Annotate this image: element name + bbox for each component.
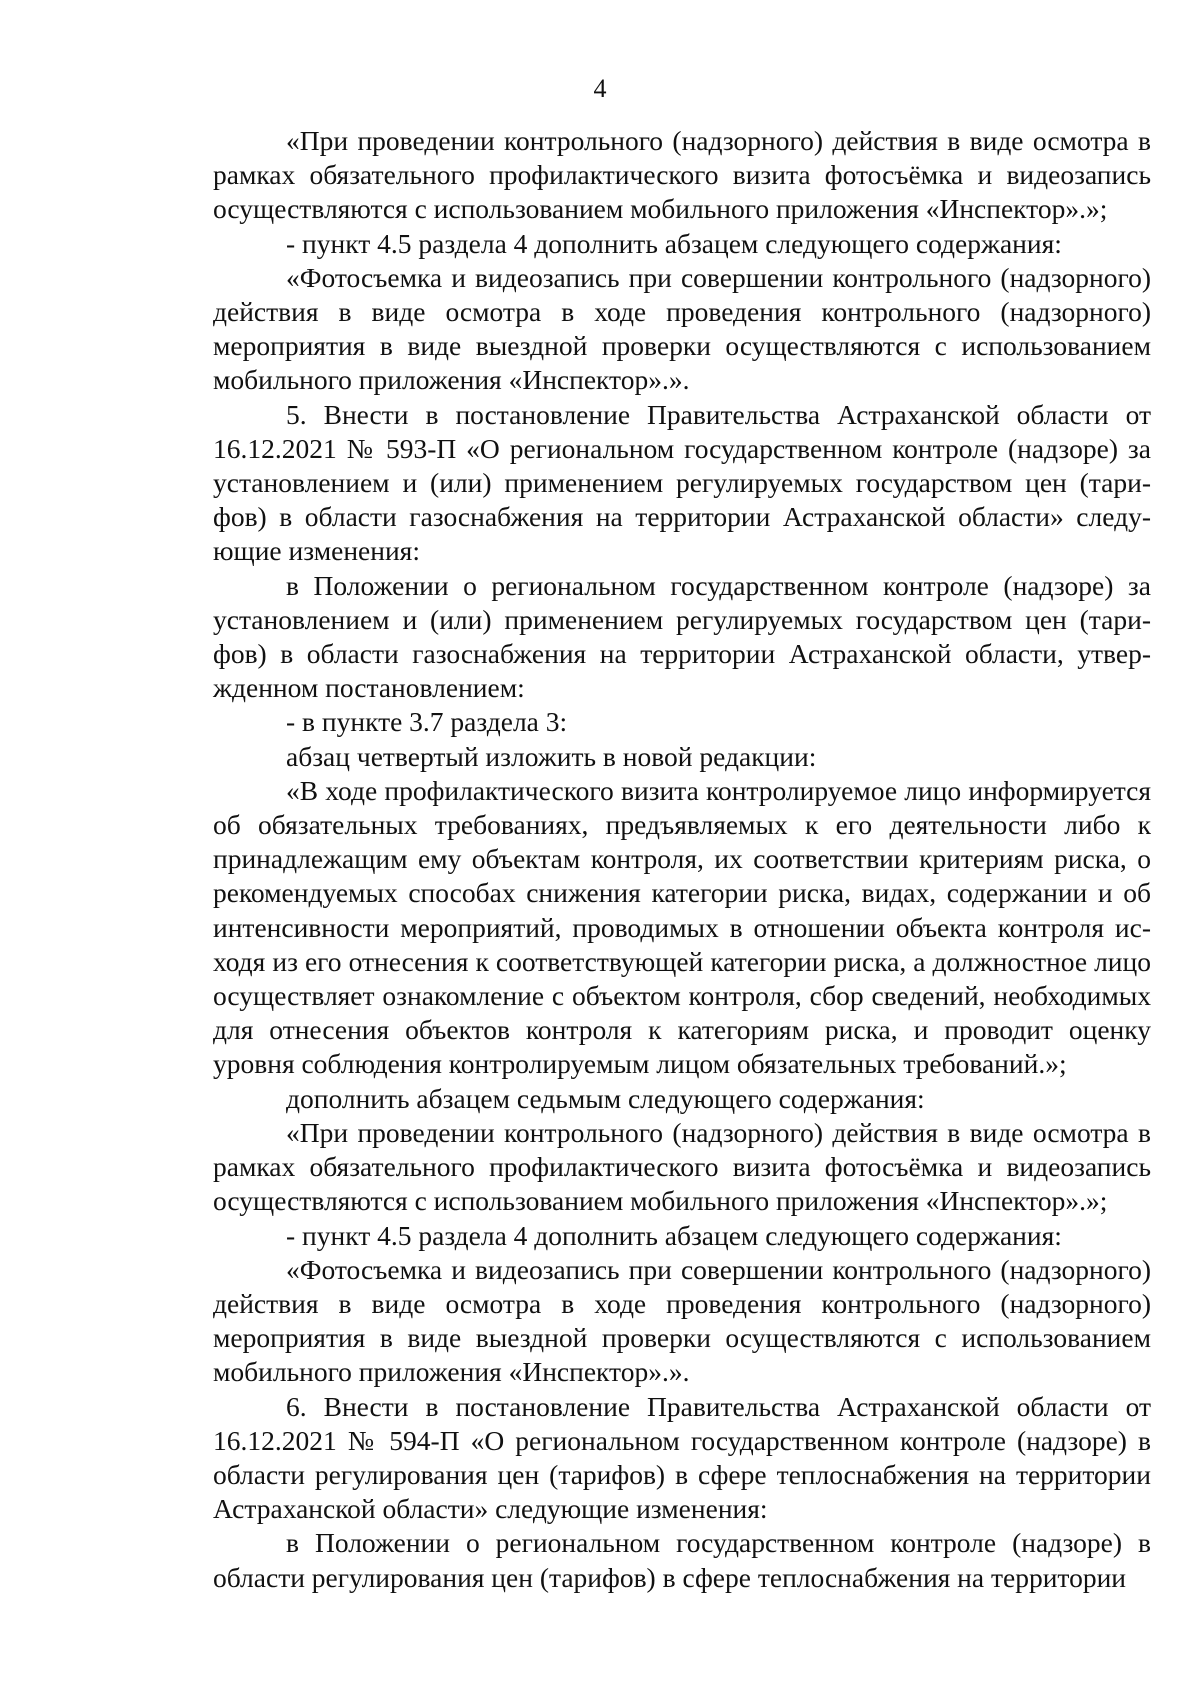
paragraph: - пункт 4.5 раздела 4 дополнить абзацем следующего содержания: [286,1219,1062,1251]
paragraph: в Положении о региональном государственном контроле (надзоре) в области регулирования цен (тарифов) в сфере теплоснабжения на территории [213,1527,1151,1593]
paragraph: абзац четвертый изложить в новой редакции: [286,740,817,772]
paragraph: 5. Внести в постановление Правительства Астраханской области от 16.12.2021 № 593-П «О региональном государственном контроле (надзоре) за установлением и (или) применением регулируемых государством цен (тарифов) в области газоснабжения на территории Астраханской области» следующие изменения: [213,398,1151,567]
paragraph: в Положении о региональном государственном контроле (надзоре) за установлением и (или) применением регулируемых государством цен (тарифов) в области газоснабжения на территории Астраханской области, утвержденном постановлением: [213,569,1151,704]
paragraph: «Фотосъемка и видеозапись при совершении контрольного (надзорного) действия в виде осмотра в ходе проведения контрольного (надзорного) мероприятия в виде выездной проверки осуществляются с использованием мобильного приложения «Инспектор».». [213,261,1151,396]
document-body [213,124,1151,1595]
paragraph: «При проведении контрольного (надзорного) действия в виде осмотра в рамках обязательного профилактического визита фотосъёмка и видеозапись осуществляются с использованием мобильного приложения «Инспектор».»; [213,1116,1151,1217]
paragraph: «В ходе профилактического визита контролируемое лицо информируется об обязательных требованиях, предъявляемых к его деятельности либо к принадлежащим ему объектам контроля, их соответствии критериям риска, о рекомендуемых способах снижения категории риска, видах, содержании и об интенсивности мероприятий, проводимых в отношении объекта контроля исходя из его отнесения к соответствующей категории риска, а должностное лицо осуществляет ознакомление с объектом контроля, сбор сведений, необходимых для отнесения объектов контроля к категориям риска, и проводит оценку уровня соблюдения контролируемым лицом обязательных требований.»; [213,774,1151,1080]
paragraph: «Фотосъемка и видеозапись при совершении контрольного (надзорного) действия в виде осмотра в ходе проведения контрольного (надзорного) мероприятия в виде выездной проверки осуществляются с использованием мобильного приложения «Инспектор».». [213,1253,1151,1388]
paragraph: дополнить абзацем седьмым следующего содержания: [286,1082,925,1114]
paragraph: 6. Внести в постановление Правительства Астраханской области от 16.12.2021 № 594-П «О региональном государственном контроле (надзоре) в области регулирования цен (тарифов) в сфере теплоснабжения на территории Астраханской области» следующие изменения: [213,1390,1151,1525]
paragraph: - пункт 4.5 раздела 4 дополнить абзацем следующего содержания: [286,227,1062,259]
paragraph: «При проведении контрольного (надзорного) действия в виде осмотра в рамках обязательного профилактического визита фотосъёмка и видеозапись осуществляются с использованием мобильного приложения «Инспектор».»; [213,125,1151,225]
page-number: 4 [593,74,607,103]
paragraph: - в пункте 3.7 раздела 3: [286,706,568,738]
